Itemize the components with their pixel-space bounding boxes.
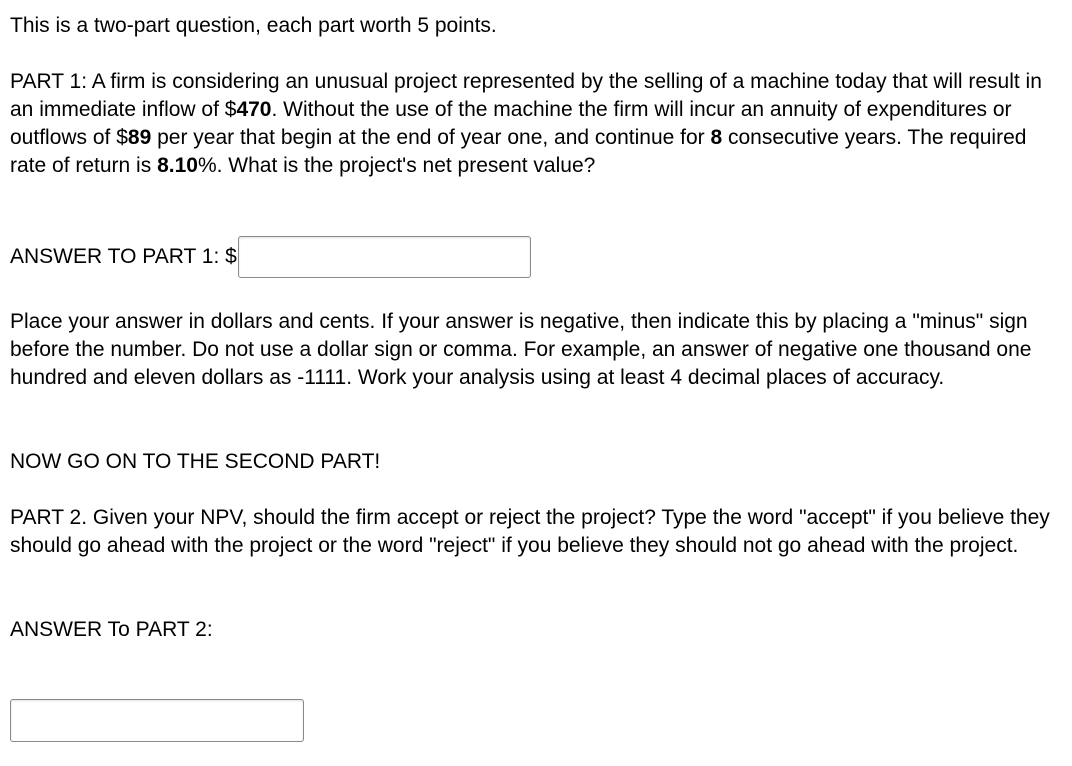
- answer1-input[interactable]: [238, 236, 531, 278]
- part1-text-5: %. What is the project's net present value?: [197, 154, 596, 177]
- part1-text-3: per year that begin at the end of year one, and continue for: [151, 126, 711, 149]
- rate-value: 8.10: [157, 154, 198, 177]
- part1-question: [10, 68, 1060, 180]
- go-on-text: NOW GO ON TO THE SECOND PART!: [10, 450, 381, 473]
- intro-text: This is a two-part question, each part worth 5 points.: [10, 14, 497, 37]
- answer2-input[interactable]: [10, 699, 304, 742]
- answer1-row: [10, 236, 531, 278]
- years-count: 8: [710, 126, 723, 149]
- outflow-amount: 89: [127, 126, 152, 149]
- inflow-amount: 470: [236, 98, 272, 121]
- part2-question: PART 2. Given your NPV, should the firm accept or reject the project? Type the word "accept" if you believe they should go ahead with the project or the word "reject" if you believe they should not go ahead with the project.: [10, 506, 1050, 557]
- part1-text-4: consecutive years. The required rate of return is: [10, 126, 1027, 177]
- part1-text-1: PART 1: A firm is considering an unusual project represented by the selling of a machine today that will result in an immediate inflow of $: [10, 70, 1042, 121]
- answer1-label: ANSWER TO PART 1: $: [10, 245, 237, 268]
- answer2-label: ANSWER To PART 2:: [10, 618, 213, 641]
- instructions-text: Place your answer in dollars and cents. If your answer is negative, then indicate this by placing a "minus" sign before the number. Do not use a dollar sign or comma. For example, an answer of negative one thousand one hundred and eleven dollars as -1111. Work your analysis using at least 4 decimal places of accuracy.: [10, 310, 1032, 389]
- part1-text-2: . Without the use of the machine the firm will incur an annuity of expenditures or outflows of $: [10, 98, 1012, 149]
